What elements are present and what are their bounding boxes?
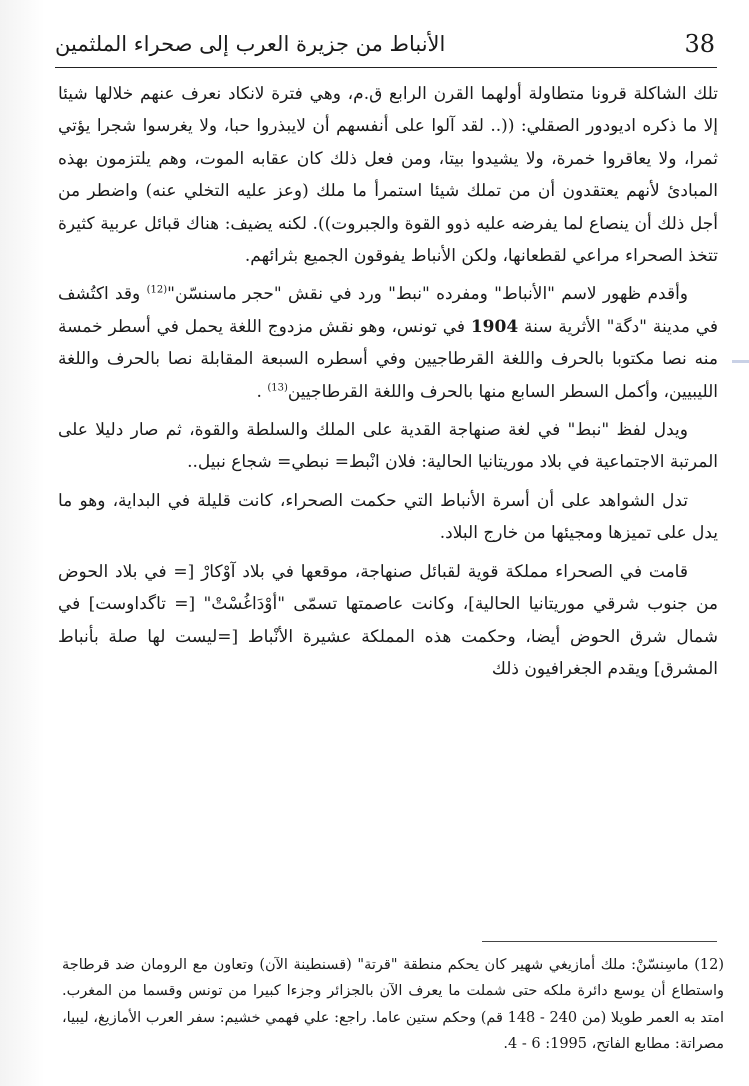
year-1904: 1904 [470,316,519,337]
main-text [58,78,718,691]
paragraph-3: ويدل لفظ "نبط" في لغة صنهاجة القدية على الملك والسلطة والقوة، ثم صار دليلا على المرتبة الاجتماعية في بلاد موريتانيا الحالية: فلان انْبط= نبطي= شجاع نبيل.. [58,420,718,473]
paragraph-2-part-b: وقد اكتُشف في مدينة "دگة" الأثرية سنة [58,284,718,337]
paragraph-2-part-c: في تونس، وهو نقش مزدوج اللغة يحمل في أسطر خمسة منه نصا مكتوبا بالحرف واللغة القرطاجيين وفي أسطره السبعة المقابلة نصا بالحرف واللغة الليبيين، وأكمل السطر السابع منها بالحرف واللغة القرطاجيين [58,316,718,402]
footnotes [62,952,724,1057]
paragraph-2-end: . [256,381,268,402]
paragraph-1: تلك الشاكلة قرونا متطاولة أولهما القرن الرابع ق.م، وهي فترة لانكاد نعرف عنهم خلالها شيئا إلا ما ذكره اديودور الصقلي: ((.. لقد آلوا على أنفسهم أن لايبذروا حبا، ولا يغرسوا شجرا يؤتي ثمرا، ولا يعاقروا خمرة، ولا يشيدوا بيتا، ومن فعل ذلك كان عقابه الموت، وهم يلتزمون بهذه المبادئ لأنهم يعتقدون أن من تملك شيئا استمرأ ما ملك (وعز عليه التخلي عنه) واضطر من أجل ذلك أن ينصاع لما يفرضه عليه ذوو القوة والجبروت)). لكنه يضيف: هناك قبائل عربية كثيرة تتخذ الصحراء مراعي لقطعانها، ولكن الأنباط يفوقون الجميع بثرائهم. [58,84,718,267]
paragraph-5: قامت في الصحراء مملكة قوية لقبائل صنهاجة، موقعها في بلاد آوْكارْ [= في بلاد الحوض من جنوب شرقي موريتانيا الحالية]، وكانت عاصمتها تسمّى "أوْدَاغُسْتْ" [= تاگداوست] في شمال شرق الحوض أيضا، وحكمت هذه المملكة عشيرة الأنْباط [=ليست لها صلة بأنباط المشرق] ويقدم الجغرافيون ذلك [58,561,718,679]
running-title: الأنباط من جزيرة العرب إلى صحراء الملثمين [55,32,446,56]
footnote-rule [482,941,717,942]
paragraph-2 [58,278,718,408]
paragraph-2-part-a: وأقدم ظهور لاسم "الأنباط" ومفرده "نبط" ورد في نقش "حجر ماسنسّن" [167,284,688,305]
footnote-12: (12) ماسِنسّنْ: ملك أمازيغي شهير كان يحكم منطقة "قرتة" (قسنطينة الآن) وتعاون مع الرومان ضد قرطاجة واستطاع أن يوسع دائرة ملكه حتى شملت ما يعرف الآن بالجزائر وجزءا كبيرا من تونس وقسما من المغرب. امتد به العمر طويلا (من 240 - 148 قم) وحكم ستين عاما. راجع: علي فهمي خشيم: سفر العرب الأمازيغ، ليبيا، مصراتة: مطابع الفاتح، 1995: 6 - 4. [62,957,724,1052]
footnote-ref-13: (13) [267,382,288,393]
page-header [55,28,715,64]
footnote-ref-12: (12) [146,284,168,296]
paragraph-4: تدل الشواهد على أن أسرة الأنباط التي حكمت الصحراء، كانت قليلة في البداية، وهو ما يدل على تميزها ومجيئها من خارج البلاد. [58,490,718,544]
page-number: 38 [684,30,715,58]
margin-bookmark [732,360,749,363]
header-rule [55,67,717,68]
